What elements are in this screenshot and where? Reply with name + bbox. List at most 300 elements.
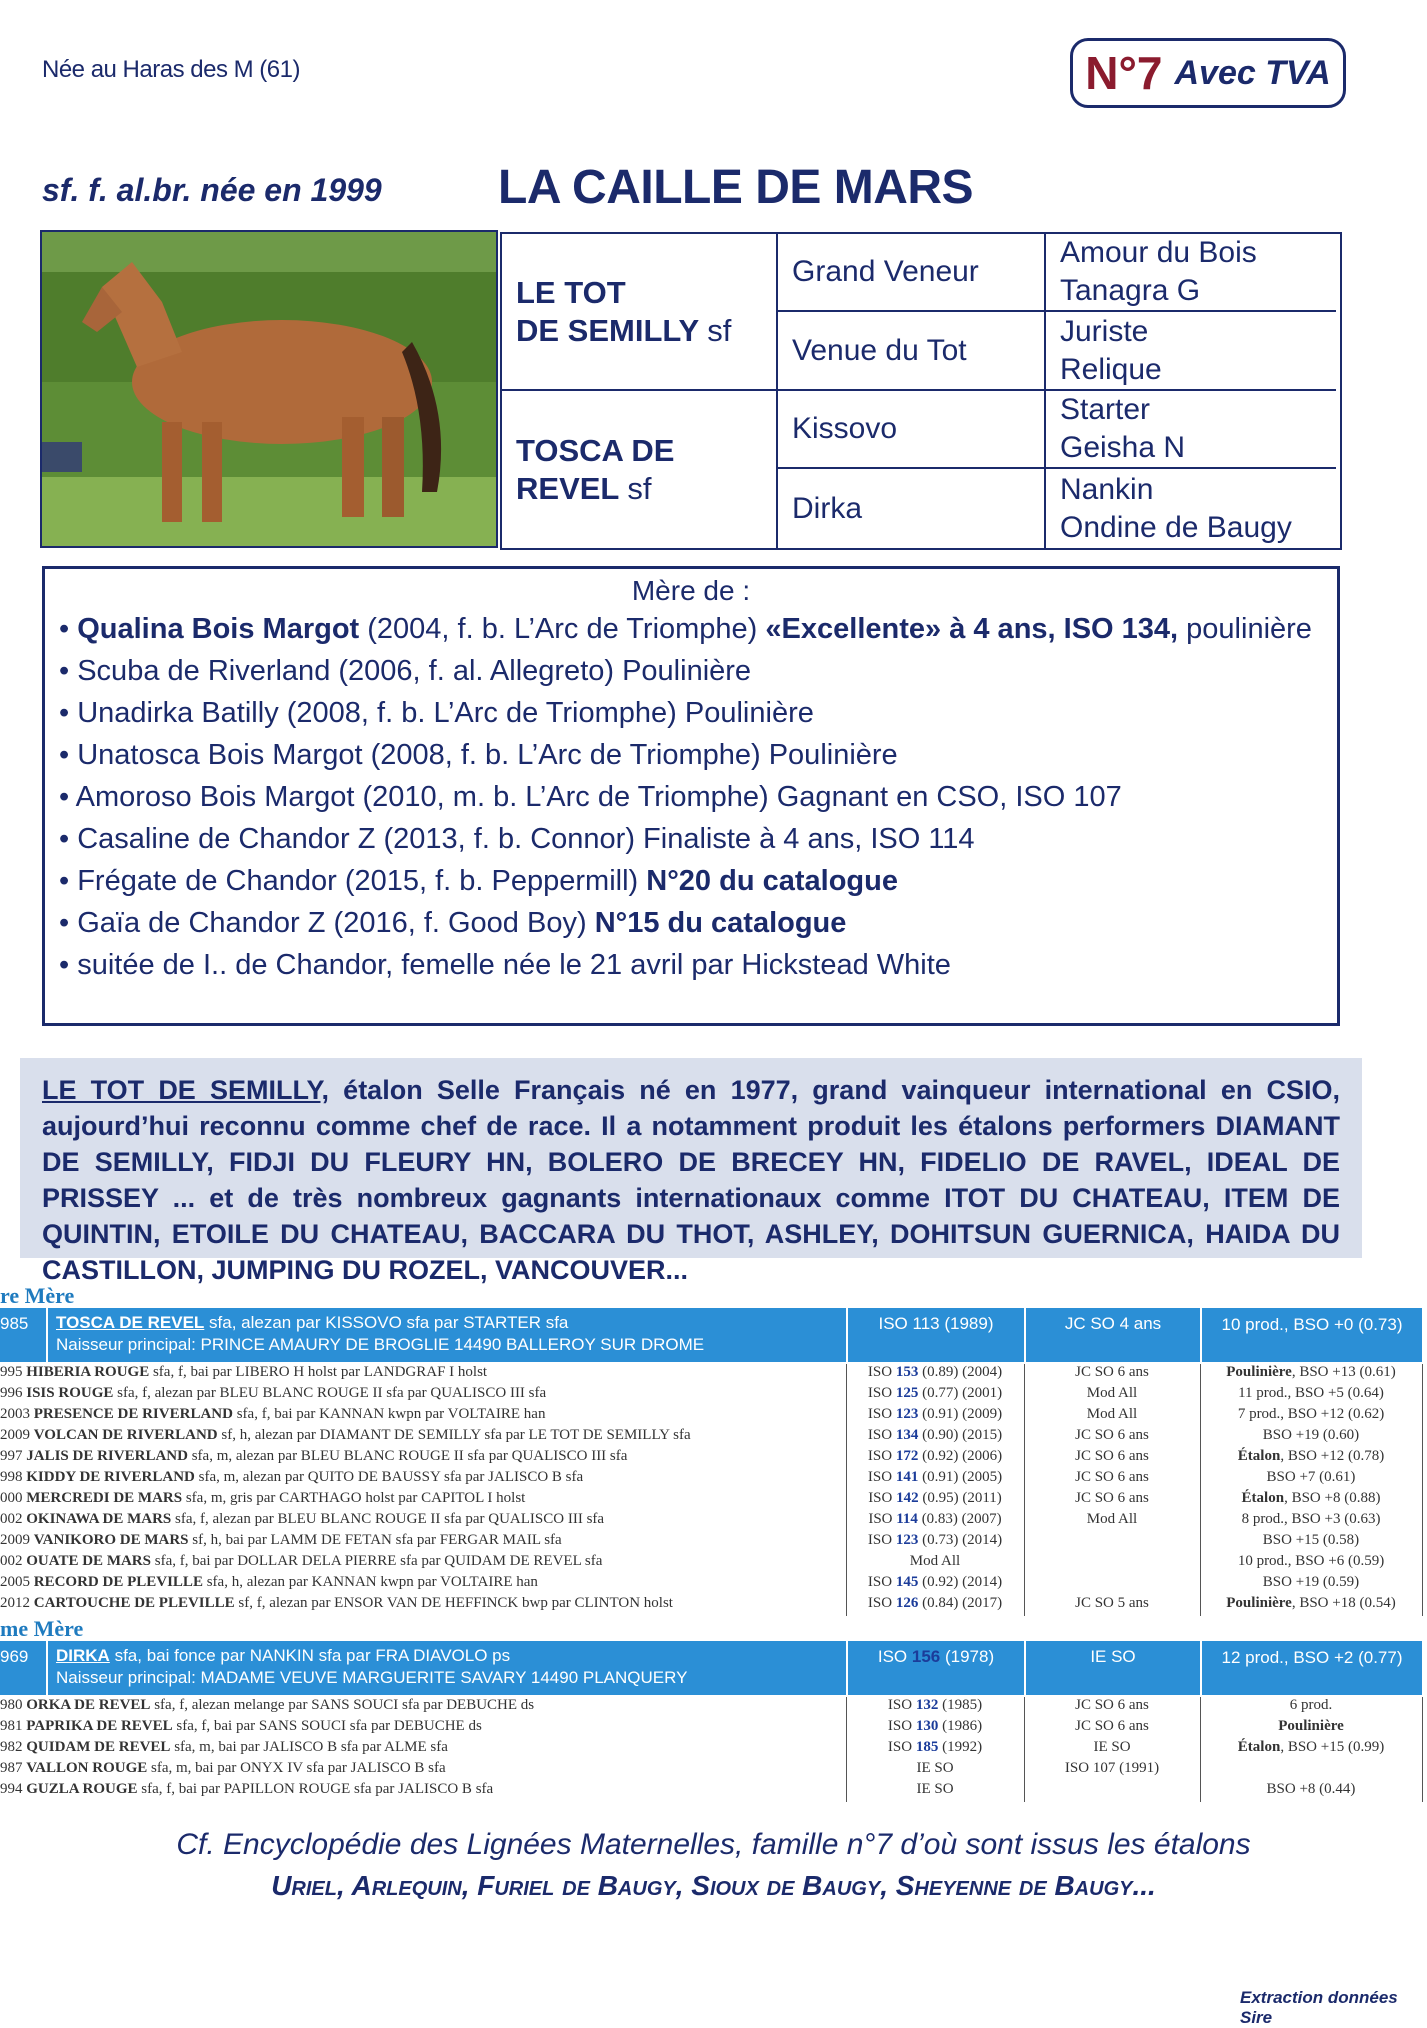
row-jc: JC SO 6 ans (1075, 1469, 1149, 1485)
progeny-text: Casaline de Chandor Z (2013, f. b. Connor) Finaliste à 4 ans, ISO 114 (77, 823, 975, 855)
row-desc: sfa, f, bai par LIBERO H holst par LANDGRAF I holst (149, 1364, 488, 1380)
pedigree-table (500, 232, 1342, 550)
first-dam-main (46, 1308, 846, 1362)
row-desc: sf, f, alezan par ENSOR VAN DE HEFFINCK bwp par CLINTON holst (234, 1595, 673, 1611)
row-desc: sfa, f, alezan melange par SANS SOUCI sfa par DEBUCHE ds (150, 1697, 535, 1713)
row-name: OKINAWA DE MARS (26, 1511, 172, 1527)
encyclopedia-note: Cf. Encyclopédie des Lignées Maternelles, famille n°7 d’où sont issus les étalons (176, 1828, 1251, 1861)
progeny-text: Unadirka Batilly (2008, f. b. L’Arc de Triomphe) Poulinière (77, 697, 814, 729)
row-horse (0, 1532, 846, 1549)
row-year: 987 (0, 1760, 27, 1776)
row-iso (846, 1760, 1024, 1777)
row-bso-value: 6 prod. (1289, 1697, 1333, 1713)
row-jc: JC SO 6 ans (1075, 1364, 1149, 1380)
lot-badge (1070, 38, 1346, 108)
row-bso-value: , BSO +18 (0.54) (1291, 1595, 1396, 1611)
column-divider (1422, 1697, 1423, 1802)
row-horse (0, 1448, 846, 1465)
grandparent-4: Dirka (778, 469, 1046, 548)
row-iso-post: (0.92) (2014) (918, 1574, 1003, 1590)
first-dam-desc: sfa, alezan par KISSOVO sfa par STARTER sfa (204, 1313, 569, 1332)
row-iso-pre: ISO (867, 1595, 896, 1611)
ggp-2b: Relique (1060, 352, 1162, 386)
dam-name: TOSCA DE REVEL (516, 432, 675, 506)
column-divider (846, 1697, 847, 1802)
row-iso-val: 134 (895, 1427, 919, 1443)
row-iso-val: 145 (895, 1574, 919, 1590)
horse-name: LA CAILLE DE MARS (498, 161, 974, 214)
bullet-icon: • (59, 697, 78, 729)
sire-info-body: étalon Selle Français né en 1977, grand vainqueur international en CSIO, aujourd’hui reconnu comme chef de race. Il a notamment produit les étalons performers DIAMANT DE SEMILLY, FIDJI DU FLEURY HN, BOLERO DE BRECEY HN, FIDELIO DE RAVEL, IDEAL DE PRISSEY ... et de très nombreux gagnants internationaux comme ITOT DU CHATEAU, ITEM DE QUINTIN, ETOILE DU CHATEAU, BACCARA DU THOT, ASHLEY, DOHITSUN GUERNICA, HAIDA DU CASTILLON, JUMPING DU ROZEL, VANCOUVER... (42, 1075, 1340, 1285)
row-horse (0, 1511, 846, 1528)
second-dam-jc: IE SO (1024, 1641, 1200, 1695)
row-year: 000 (0, 1490, 27, 1506)
first-dam-label: re Mère (0, 1283, 75, 1308)
row-iso-pre: ISO (867, 1574, 896, 1590)
row-name: VOLCAN DE RIVERLAND (33, 1427, 218, 1443)
second-dam-main (46, 1641, 846, 1695)
row-iso (846, 1532, 1024, 1549)
row-desc: sfa, f, bai par PAPILLON ROUGE sfa par JALISCO B sfa (137, 1781, 494, 1797)
great-grandparents-3 (1046, 391, 1336, 469)
row-name: PRESENCE DE RIVERLAND (33, 1406, 233, 1422)
row-iso-post: (1985) (938, 1697, 983, 1713)
dam-suffix: sf (627, 470, 652, 506)
table-row (0, 1739, 1422, 1760)
row-desc: sfa, f, alezan par BLEU BLANC ROUGE II sfa par QUALISCO III sfa (113, 1385, 547, 1401)
bullet-icon: • (59, 907, 78, 939)
row-iso-val: 153 (895, 1364, 919, 1380)
grandparent-3: Kissovo (778, 391, 1046, 469)
row-iso (846, 1595, 1024, 1612)
row-bso (1200, 1718, 1422, 1735)
second-dam-iso (846, 1641, 1024, 1695)
data-source: Extraction données Sire (1240, 1988, 1398, 2027)
great-grandparents-4 (1046, 469, 1336, 548)
row-iso-pre: ISO (867, 1364, 896, 1380)
table-row (0, 1760, 1422, 1781)
row-year: 994 (0, 1781, 27, 1797)
first-dam-jc: JC SO 4 ans (1024, 1308, 1200, 1362)
sire-info-text (42, 1072, 1340, 1288)
row-name: PAPRIKA DE REVEL (26, 1718, 173, 1734)
row-bso-status: Étalon (1241, 1490, 1285, 1506)
row-name: VANIKORO DE MARS (33, 1532, 189, 1548)
row-iso (846, 1739, 1024, 1756)
progeny-bold2: «Excellente» à 4 ans, ISO 134, (765, 613, 1179, 645)
row-year: 996 (0, 1385, 27, 1401)
row-bso (1200, 1739, 1422, 1756)
table-row (0, 1697, 1422, 1718)
row-jc: Mod All (1086, 1406, 1138, 1422)
first-dam-name: TOSCA DE REVEL (56, 1313, 205, 1332)
row-bso (1200, 1490, 1422, 1507)
row-year: 981 (0, 1718, 27, 1734)
row-horse (0, 1364, 846, 1381)
row-bso-status: Poulinière (1278, 1718, 1344, 1734)
progeny-text: Scuba de Riverland (2006, f. al. Allegreto) Poulinière (77, 655, 752, 687)
row-desc: sfa, m, bai par ONYX IV sfa par JALISCO B sfa (147, 1760, 446, 1776)
row-bso (1200, 1781, 1422, 1798)
table-row (0, 1574, 1422, 1595)
row-iso-pre: ISO (867, 1406, 896, 1422)
row-jc: JC SO 6 ans (1075, 1427, 1149, 1443)
ggp-4a: Nankin (1060, 472, 1154, 506)
first-dam-iso: ISO 113 (1989) (846, 1308, 1024, 1362)
table-row (0, 1553, 1422, 1574)
row-desc: sfa, m, gris par CARTHAGO holst par CAPITOL I holst (182, 1490, 526, 1506)
row-bso (1200, 1511, 1422, 1528)
bullet-icon: • (59, 655, 78, 687)
row-iso-val: 123 (895, 1532, 919, 1548)
row-bso-status: Poulinière (1226, 1364, 1292, 1380)
table-row (0, 1469, 1422, 1490)
sire-name-line1: LE TOT (516, 274, 626, 310)
table-row (0, 1427, 1422, 1448)
progeny-bold: Qualina Bois Margot (77, 613, 360, 645)
row-jc: Mod All (1086, 1511, 1138, 1527)
row-bso-value: , BSO +13 (0.61) (1291, 1364, 1396, 1380)
bullet-icon: • (59, 823, 78, 855)
row-jc: JC SO 6 ans (1075, 1448, 1149, 1464)
row-iso (846, 1406, 1024, 1423)
row-bso (1200, 1697, 1422, 1714)
row-iso-post: (0.77) (2001) (918, 1385, 1003, 1401)
row-year: 2009 (0, 1427, 34, 1443)
progeny-text: (2004, f. b. L’Arc de Triomphe) (359, 613, 766, 645)
progeny-text2: poulinière (1178, 613, 1312, 645)
row-iso-post: (0.89) (2004) (918, 1364, 1003, 1380)
ggp-4b: Ondine de Baugy (1060, 510, 1292, 544)
row-desc: sfa, f, bai par KANNAN kwpn par VOLTAIRE han (232, 1406, 546, 1422)
row-jc: JC SO 5 ans (1075, 1595, 1149, 1611)
row-year: 2012 (0, 1595, 34, 1611)
column-divider (1024, 1364, 1025, 1616)
second-dam-year: 969 (0, 1647, 29, 1666)
progeny-box (42, 566, 1340, 1026)
row-year: 997 (0, 1448, 27, 1464)
row-iso (846, 1427, 1024, 1444)
table-row (0, 1364, 1422, 1385)
row-jc: IE SO (1093, 1739, 1131, 1755)
sire-info-name: LE TOT DE SEMILLY, (42, 1075, 330, 1105)
row-horse (0, 1574, 846, 1591)
row-bso-status: Étalon (1237, 1448, 1281, 1464)
row-bso-value: , BSO +15 (0.99) (1280, 1739, 1385, 1755)
row-iso-pre: ISO (887, 1739, 916, 1755)
row-bso (1200, 1448, 1422, 1465)
row-name: RECORD DE PLEVILLE (33, 1574, 203, 1590)
table-row (0, 1448, 1422, 1469)
row-bso-value: 11 prod., BSO +5 (0.64) (1238, 1385, 1384, 1401)
lot-number: N°7 (1085, 47, 1163, 99)
row-desc: sfa, f, bai par SANS SOUCI sfa par DEBUCHE ds (172, 1718, 482, 1734)
row-year: 2009 (0, 1532, 34, 1548)
stallions-list: Uriel, Arlequin, Furiel de Baugy, Sioux de Baugy, Sheyenne de Baugy... (271, 1870, 1156, 1901)
row-jc: Mod All (1086, 1385, 1138, 1401)
row-iso (846, 1718, 1024, 1735)
row-year: 2005 (0, 1574, 34, 1590)
row-year: 2003 (0, 1406, 34, 1422)
row-name: QUIDAM DE REVEL (26, 1739, 171, 1755)
row-name: GUZLA ROUGE (26, 1781, 138, 1797)
row-iso-post: (0.95) (2011) (918, 1490, 1002, 1506)
row-jc: JC SO 6 ans (1075, 1490, 1149, 1506)
row-desc: sf, h, bai par LAMM DE FETAN sfa par FERGAR MAIL sfa (188, 1532, 562, 1548)
row-horse (0, 1385, 846, 1402)
row-iso-val: 126 (895, 1595, 919, 1611)
second-dam-bso: 12 prod., BSO +2 (0.77) (1200, 1641, 1422, 1695)
pedigree-dam (502, 391, 778, 548)
row-iso-post: (0.83) (2007) (917, 1511, 1002, 1527)
row-iso-pre: ISO (867, 1427, 896, 1443)
bullet-icon: • (59, 949, 78, 981)
row-bso-value: BSO +15 (0.58) (1262, 1532, 1360, 1548)
progeny-item (59, 865, 898, 898)
column-divider (1200, 1364, 1201, 1616)
row-name: JALIS DE RIVERLAND (26, 1448, 188, 1464)
row-iso (846, 1469, 1024, 1486)
grandparent-2: Venue du Tot (778, 312, 1046, 391)
ggp-3b: Geisha N (1060, 431, 1186, 464)
row-desc: sfa, f, alezan par BLEU BLANC ROUGE II sfa par QUALISCO III sfa (171, 1511, 605, 1527)
progeny-text: Gaïa de Chandor Z (2016, f. Good Boy) (77, 907, 595, 939)
lot-vat: Avec TVA (1174, 53, 1331, 92)
second-dam-label: me Mère (0, 1616, 84, 1641)
pedigree-sire (502, 234, 778, 391)
progeny-title: Mère de : (631, 575, 751, 606)
progeny-text: Amoroso Bois Margot (2010, m. b. L’Arc de Triomphe) Gagnant en CSO, ISO 107 (75, 781, 1122, 813)
row-iso-val: 185 (915, 1739, 939, 1755)
row-iso (846, 1511, 1024, 1528)
row-bso-status: Étalon (1237, 1739, 1281, 1755)
row-name: OUATE DE MARS (26, 1553, 151, 1569)
row-name: KIDDY DE RIVERLAND (26, 1469, 195, 1485)
horse-illustration (42, 232, 496, 546)
row-iso (846, 1448, 1024, 1465)
first-dam-band (0, 1308, 1422, 1362)
column-divider (1200, 1697, 1201, 1802)
first-dam-bso: 10 prod., BSO +0 (0.73) (1200, 1308, 1422, 1362)
row-iso (846, 1385, 1024, 1402)
row-bso (1200, 1385, 1422, 1402)
row-iso-val: 123 (895, 1406, 919, 1422)
table-row (0, 1781, 1422, 1802)
bullet-icon: • (59, 739, 78, 771)
table-row (0, 1511, 1422, 1532)
row-jc: ISO 107 (1991) (1064, 1760, 1160, 1776)
progeny-text: Frégate de Chandor (2015, f. b. Peppermill) (77, 865, 647, 897)
row-jc: JC SO 6 ans (1075, 1718, 1149, 1734)
row-bso-value: BSO +8 (0.44) (1266, 1781, 1356, 1797)
progeny-item (59, 697, 814, 730)
row-iso-pre: ISO (887, 1718, 916, 1734)
row-bso-value: 10 prod., BSO +6 (0.59) (1237, 1553, 1385, 1569)
sire-name-line2: DE SEMILLY (516, 312, 699, 348)
row-iso-pre: ISO (867, 1448, 896, 1464)
row-bso (1200, 1532, 1422, 1549)
row-horse (0, 1490, 846, 1507)
row-bso-value: BSO +19 (0.60) (1262, 1427, 1360, 1443)
row-horse (0, 1781, 846, 1798)
row-year: 002 (0, 1511, 27, 1527)
row-iso-pre: Mod All (909, 1553, 961, 1569)
row-iso-post: (1992) (938, 1739, 983, 1755)
row-iso (846, 1697, 1024, 1714)
row-bso (1200, 1406, 1422, 1423)
second-dam-band (0, 1641, 1422, 1695)
row-bso (1200, 1427, 1422, 1444)
row-name: HIBERIA ROUGE (26, 1364, 150, 1380)
second-dam-desc: sfa, bai fonce par NANKIN sfa par FRA DIAVOLO ps (109, 1646, 511, 1665)
first-dam-year: 985 (0, 1314, 29, 1333)
row-bso-value: BSO +19 (0.59) (1262, 1574, 1360, 1590)
second-dam-iso-post: (1978) (940, 1647, 995, 1666)
first-dam-breeder: Naisseur principal: PRINCE AMAURY DE BROGLIE 14490 BALLEROY SUR DROME (56, 1335, 705, 1354)
horse-photo (40, 230, 498, 548)
table-row (0, 1490, 1422, 1511)
row-year: 980 (0, 1697, 27, 1713)
row-horse (0, 1697, 846, 1714)
row-iso (846, 1490, 1024, 1507)
column-divider (1024, 1697, 1025, 1802)
row-bso (1200, 1553, 1422, 1570)
bullet-icon: • (59, 781, 76, 813)
row-iso (846, 1781, 1024, 1798)
row-bso (1200, 1595, 1422, 1612)
row-name: MERCREDI DE MARS (26, 1490, 183, 1506)
row-jc: JC SO 6 ans (1075, 1697, 1149, 1713)
progeny-item (59, 823, 975, 856)
row-iso-post: (0.91) (2005) (918, 1469, 1003, 1485)
progeny-bold2: N°15 du catalogue (594, 907, 847, 939)
row-bso (1200, 1469, 1422, 1486)
row-bso-value: BSO +7 (0.61) (1266, 1469, 1356, 1485)
grandparent-1: Grand Veneur (778, 234, 1046, 312)
row-name: ISIS ROUGE (26, 1385, 114, 1401)
row-name: VALLON ROUGE (26, 1760, 148, 1776)
row-iso-val: 141 (895, 1469, 919, 1485)
row-bso-status: Poulinière (1226, 1595, 1292, 1611)
row-desc: sfa, m, alezan par QUITO DE BAUSSY sfa par JALISCO B sfa (194, 1469, 584, 1485)
row-desc: sfa, h, alezan par KANNAN kwpn par VOLTAIRE han (202, 1574, 538, 1590)
table-row (0, 1718, 1422, 1739)
row-iso-val: 114 (896, 1511, 918, 1527)
row-iso-pre: ISO (867, 1385, 896, 1401)
progeny-item (59, 781, 1122, 814)
row-name: ORKA DE REVEL (26, 1697, 151, 1713)
progeny-bold2: N°20 du catalogue (646, 865, 898, 897)
row-iso-post: (0.90) (2015) (918, 1427, 1003, 1443)
row-iso-pre: ISO (868, 1511, 897, 1527)
table-row (0, 1595, 1422, 1616)
row-iso (846, 1364, 1024, 1381)
table-row (0, 1385, 1422, 1406)
row-horse (0, 1469, 846, 1486)
row-name: CARTOUCHE DE PLEVILLE (33, 1595, 235, 1611)
row-horse (0, 1760, 846, 1777)
row-year: 995 (0, 1364, 27, 1380)
row-horse (0, 1406, 846, 1423)
great-grandparents-1 (1046, 234, 1336, 312)
progeny-item (59, 739, 898, 772)
row-iso-pre: IE SO (916, 1760, 954, 1776)
row-desc: sfa, m, alezan par BLEU BLANC ROUGE II sfa par QUALISCO III sfa (187, 1448, 628, 1464)
row-horse (0, 1553, 846, 1570)
second-dam-iso-val: 156 (911, 1647, 941, 1666)
row-iso-post: (0.73) (2014) (918, 1532, 1003, 1548)
column-divider (1422, 1364, 1423, 1616)
row-bso-value: 8 prod., BSO +3 (0.63) (1241, 1511, 1381, 1527)
row-iso-post: (0.84) (2017) (918, 1595, 1003, 1611)
table-row (0, 1406, 1422, 1427)
column-divider (846, 1364, 847, 1616)
progeny-text: suitée de I.. de Chandor, femelle née le 21 avril par Hickstead White (77, 949, 951, 981)
row-iso-val: 130 (915, 1718, 939, 1734)
ggp-1b: Tanagra G (1060, 274, 1201, 307)
row-year: 002 (0, 1553, 27, 1569)
row-iso-post: (1986) (938, 1718, 983, 1734)
ggp-2a: Juriste (1060, 314, 1149, 348)
row-iso-pre: ISO (867, 1532, 896, 1548)
progeny-item (59, 907, 846, 940)
horse-subtitle: sf. f. al.br. née en 1999 (42, 172, 382, 208)
row-desc: sfa, f, bai par DOLLAR DELA PIERRE sfa par QUIDAM DE REVEL sfa (150, 1553, 603, 1569)
row-iso (846, 1553, 1024, 1570)
row-year: 998 (0, 1469, 27, 1485)
great-grandparents-2 (1046, 312, 1336, 391)
sire-info-box (20, 1058, 1362, 1285)
second-dam-breeder: Naisseur principal: MADAME VEUVE MARGUERITE SAVARY 14490 PLANQUERY (56, 1668, 688, 1687)
second-dam-iso-pre: ISO (877, 1647, 912, 1666)
row-iso-post: (0.91) (2009) (918, 1406, 1003, 1422)
progeny-item (59, 613, 1312, 646)
row-iso (846, 1574, 1024, 1591)
birthplace: Née au Haras des M (61) (42, 56, 300, 83)
second-dam-name: DIRKA (56, 1646, 110, 1665)
row-iso-pre: ISO (887, 1697, 916, 1713)
bullet-icon: • (59, 613, 78, 645)
row-bso-value: , BSO +12 (0.78) (1280, 1448, 1385, 1464)
row-horse (0, 1718, 846, 1735)
row-iso-val: 142 (896, 1490, 919, 1506)
row-iso-pre: IE SO (916, 1781, 954, 1797)
ggp-1a: Amour du Bois (1060, 236, 1257, 269)
row-bso-value: , BSO +8 (0.88) (1284, 1490, 1381, 1506)
row-horse (0, 1595, 846, 1612)
row-year: 982 (0, 1739, 27, 1755)
row-bso (1200, 1364, 1422, 1381)
progeny-text: Unatosca Bois Margot (2008, f. b. L’Arc de Triomphe) Poulinière (77, 739, 898, 771)
bullet-icon: • (59, 865, 78, 897)
row-iso-post: (0.92) (2006) (918, 1448, 1003, 1464)
row-horse (0, 1739, 846, 1756)
row-iso-pre: ISO (868, 1490, 897, 1506)
row-desc: sf, h, alezan par DIAMANT DE SEMILLY sfa par LE TOT DE SEMILLY sfa (217, 1427, 691, 1443)
row-horse (0, 1427, 846, 1444)
row-iso-val: 125 (895, 1385, 919, 1401)
row-iso-pre: ISO (867, 1469, 896, 1485)
table-row (0, 1532, 1422, 1553)
row-bso-value: 7 prod., BSO +12 (0.62) (1237, 1406, 1385, 1422)
row-iso-val: 132 (915, 1697, 939, 1713)
progeny-item (59, 655, 751, 688)
sire-suffix: sf (707, 312, 732, 348)
progeny-item (59, 949, 951, 982)
row-desc: sfa, m, bai par JALISCO B sfa par ALME sfa (170, 1739, 448, 1755)
ggp-3a: Starter (1060, 393, 1151, 426)
row-iso-val: 172 (895, 1448, 919, 1464)
